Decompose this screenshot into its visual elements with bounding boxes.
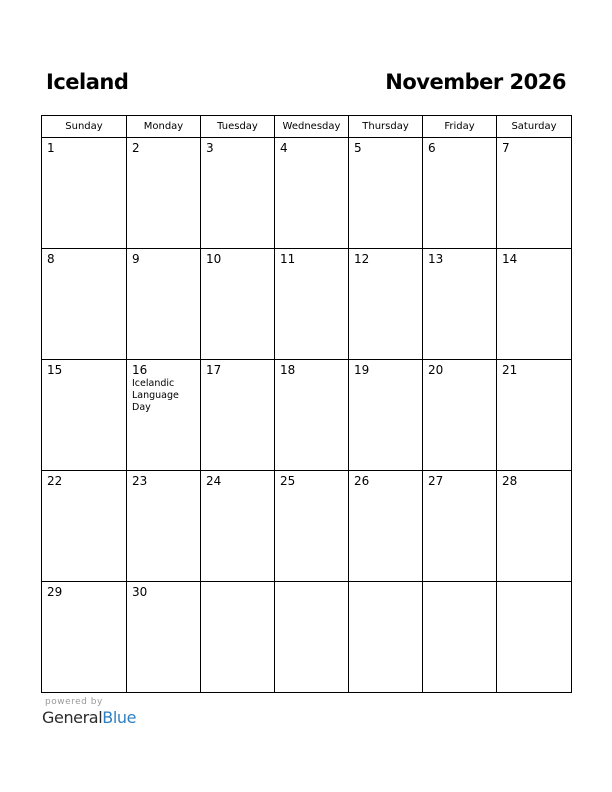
- day-cell: [349, 360, 423, 471]
- day-number: 25: [280, 474, 296, 488]
- day-cell: [349, 471, 423, 582]
- day-cell: [349, 582, 423, 693]
- country-title: Iceland: [46, 70, 129, 94]
- day-cell: [42, 582, 127, 693]
- day-number: 17: [206, 363, 222, 377]
- day-number: 20: [428, 363, 444, 377]
- day-cell: [497, 582, 572, 693]
- day-number: 4: [280, 141, 288, 155]
- day-number: 9: [132, 252, 140, 266]
- weekday-header-row: [42, 116, 572, 138]
- day-cell: [349, 138, 423, 249]
- day-number: 14: [502, 252, 518, 266]
- day-number: 28: [502, 474, 518, 488]
- day-number: 13: [428, 252, 444, 266]
- day-cell: [423, 582, 497, 693]
- day-number: 16: [132, 363, 148, 377]
- day-number: 26: [354, 474, 370, 488]
- brand-general-text: General: [42, 708, 103, 727]
- calendar-grid: [41, 115, 572, 693]
- day-cell: [127, 360, 201, 471]
- day-number: 5: [354, 141, 362, 155]
- week-row: [42, 471, 572, 582]
- day-cell: [423, 360, 497, 471]
- weekday-thursday: Thursday: [349, 116, 423, 138]
- weekday-tuesday: Tuesday: [201, 116, 275, 138]
- week-row: [42, 360, 572, 471]
- day-number: 29: [47, 585, 63, 599]
- day-number: 22: [47, 474, 63, 488]
- day-cell: [423, 138, 497, 249]
- day-number: 7: [502, 141, 510, 155]
- day-number: 30: [132, 585, 148, 599]
- day-cell: [127, 138, 201, 249]
- day-cell: [201, 249, 275, 360]
- day-number: 10: [206, 252, 222, 266]
- day-number: 3: [206, 141, 214, 155]
- day-number: 21: [502, 363, 518, 377]
- day-cell: [42, 471, 127, 582]
- day-cell: [127, 471, 201, 582]
- weekday-monday: Monday: [127, 116, 201, 138]
- day-cell: [201, 471, 275, 582]
- day-number: 18: [280, 363, 296, 377]
- powered-by-label: powered by: [45, 697, 103, 707]
- day-cell: [201, 138, 275, 249]
- day-cell: [497, 471, 572, 582]
- week-row: [42, 582, 572, 693]
- day-cell: [42, 249, 127, 360]
- weekday-sunday: Sunday: [42, 116, 127, 138]
- day-cell: [201, 360, 275, 471]
- day-cell: [497, 360, 572, 471]
- day-number: 11: [280, 252, 296, 266]
- generalblue-logo[interactable]: [42, 708, 136, 727]
- day-number: 15: [47, 363, 63, 377]
- day-number: 12: [354, 252, 370, 266]
- day-cell: [423, 471, 497, 582]
- day-cell: [275, 360, 349, 471]
- day-number: 24: [206, 474, 222, 488]
- day-cell: [275, 138, 349, 249]
- weekday-friday: Friday: [423, 116, 497, 138]
- brand-blue-text: Blue: [102, 708, 137, 727]
- month-title: November 2026: [385, 70, 566, 94]
- weekday-saturday: Saturday: [497, 116, 572, 138]
- day-cell: [201, 582, 275, 693]
- day-cell: [497, 249, 572, 360]
- day-number: 8: [47, 252, 55, 266]
- day-cell: [349, 249, 423, 360]
- day-number: 1: [47, 141, 55, 155]
- weekday-wednesday: Wednesday: [275, 116, 349, 138]
- day-cell: [127, 249, 201, 360]
- day-number: 19: [354, 363, 370, 377]
- day-number: 6: [428, 141, 436, 155]
- day-cell: [497, 138, 572, 249]
- day-number: 23: [132, 474, 148, 488]
- day-cell: [42, 138, 127, 249]
- day-cell: [275, 582, 349, 693]
- day-cell: [42, 360, 127, 471]
- day-number: 27: [428, 474, 444, 488]
- week-row: [42, 249, 572, 360]
- day-number: 2: [132, 141, 140, 155]
- day-cell: [275, 249, 349, 360]
- day-cell: [423, 249, 497, 360]
- day-cell: [127, 582, 201, 693]
- week-row: [42, 138, 572, 249]
- holiday-event: Icelandic Language Day: [132, 378, 179, 413]
- day-cell: [275, 471, 349, 582]
